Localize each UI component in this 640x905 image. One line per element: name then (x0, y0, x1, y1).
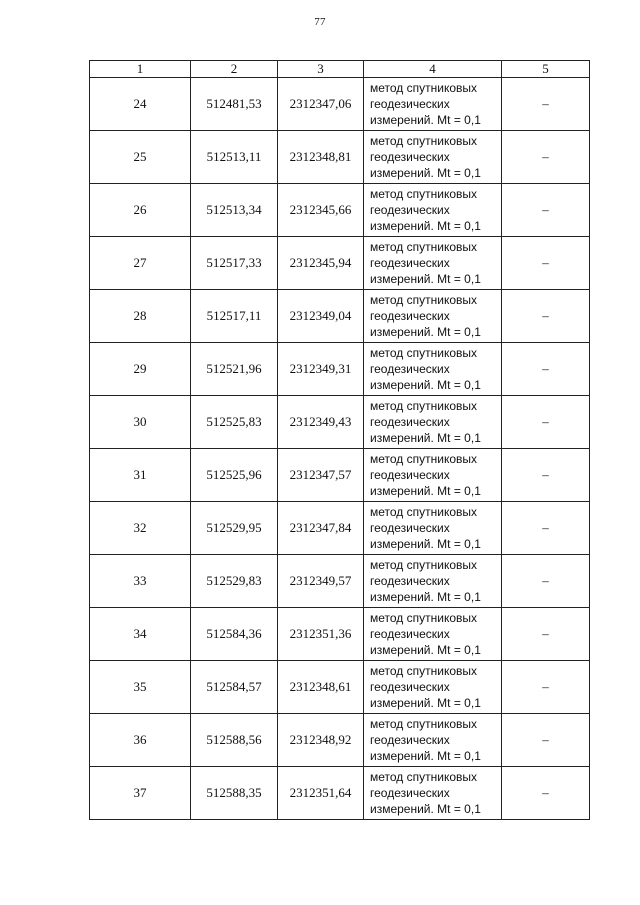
table-header (90, 61, 590, 78)
method-text-line: геодезических (370, 97, 450, 111)
method-text-line: измерений. Mt = 0,1 (370, 590, 481, 604)
method-text-line: геодезических (370, 256, 450, 270)
coordinates-table (89, 60, 590, 820)
method-text-line: метод спутниковых (370, 664, 478, 678)
method-text-line: измерений. Mt = 0,1 (370, 643, 481, 657)
header-col-2: 2 (191, 61, 278, 78)
method-text-line: измерений. Mt = 0,1 (370, 325, 481, 339)
note-cell: – (502, 343, 590, 396)
method-cell (364, 131, 502, 184)
method-text-line: метод спутниковых (370, 399, 478, 413)
method-text-line: измерений. Mt = 0,1 (370, 802, 481, 816)
x-coordinate-cell: 512588,56 (191, 714, 278, 767)
y-coordinate-cell: 2312348,61 (278, 661, 364, 714)
method-text-line: метод спутниковых (370, 558, 478, 572)
method-cell (364, 555, 502, 608)
method-cell (364, 449, 502, 502)
x-coordinate-cell: 512525,83 (191, 396, 278, 449)
header-col-4: 4 (364, 61, 502, 78)
method-text-line: геодезических (370, 415, 450, 429)
header-col-1: 1 (90, 61, 191, 78)
method-text-line: геодезических (370, 786, 450, 800)
method-text-line: измерений. Mt = 0,1 (370, 484, 481, 498)
x-coordinate-cell: 512481,53 (191, 78, 278, 131)
method-text-line: метод спутниковых (370, 717, 478, 731)
table-row (90, 290, 590, 343)
method-text-line: метод спутниковых (370, 505, 478, 519)
method-text-line: измерений. Mt = 0,1 (370, 431, 481, 445)
method-text-line: метод спутниковых (370, 240, 478, 254)
note-cell: – (502, 714, 590, 767)
method-text-line: геодезических (370, 627, 450, 641)
note-cell: – (502, 449, 590, 502)
note-cell: – (502, 290, 590, 343)
x-coordinate-cell: 512513,11 (191, 131, 278, 184)
y-coordinate-cell: 2312347,06 (278, 78, 364, 131)
x-coordinate-cell: 512521,96 (191, 343, 278, 396)
point-number-cell: 27 (90, 237, 191, 290)
x-coordinate-cell: 512529,83 (191, 555, 278, 608)
x-coordinate-cell: 512584,57 (191, 661, 278, 714)
method-text-line: метод спутниковых (370, 346, 478, 360)
table-row (90, 714, 590, 767)
note-cell: – (502, 396, 590, 449)
point-number-cell: 32 (90, 502, 191, 555)
method-text-line: геодезических (370, 521, 450, 535)
table-row (90, 396, 590, 449)
note-cell: – (502, 661, 590, 714)
x-coordinate-cell: 512588,35 (191, 767, 278, 820)
y-coordinate-cell: 2312351,36 (278, 608, 364, 661)
note-cell: – (502, 555, 590, 608)
x-coordinate-cell: 512517,33 (191, 237, 278, 290)
table-row (90, 449, 590, 502)
x-coordinate-cell: 512529,95 (191, 502, 278, 555)
method-cell (364, 343, 502, 396)
point-number-cell: 29 (90, 343, 191, 396)
x-coordinate-cell: 512525,96 (191, 449, 278, 502)
note-cell: – (502, 184, 590, 237)
table-row (90, 502, 590, 555)
method-text-line: геодезических (370, 203, 450, 217)
y-coordinate-cell: 2312349,04 (278, 290, 364, 343)
method-text-line: измерений. Mt = 0,1 (370, 696, 481, 710)
method-text-line: измерений. Mt = 0,1 (370, 219, 481, 233)
method-text-line: метод спутниковых (370, 293, 478, 307)
note-cell: – (502, 767, 590, 820)
method-text-line: измерений. Mt = 0,1 (370, 113, 481, 127)
note-cell: – (502, 237, 590, 290)
method-text-line: измерений. Mt = 0,1 (370, 537, 481, 551)
method-text-line: метод спутниковых (370, 134, 478, 148)
x-coordinate-cell: 512513,34 (191, 184, 278, 237)
point-number-cell: 30 (90, 396, 191, 449)
method-text-line: метод спутниковых (370, 81, 478, 95)
point-number-cell: 37 (90, 767, 191, 820)
y-coordinate-cell: 2312348,81 (278, 131, 364, 184)
method-cell (364, 502, 502, 555)
method-cell (364, 661, 502, 714)
table-body (90, 78, 590, 820)
table-row (90, 131, 590, 184)
method-cell (364, 184, 502, 237)
method-cell (364, 608, 502, 661)
method-text-line: измерений. Mt = 0,1 (370, 378, 481, 392)
page-number: 77 (314, 16, 326, 28)
x-coordinate-cell: 512517,11 (191, 290, 278, 343)
method-text-line: геодезических (370, 150, 450, 164)
point-number-cell: 28 (90, 290, 191, 343)
point-number-cell: 24 (90, 78, 191, 131)
header-col-3: 3 (278, 61, 364, 78)
note-cell: – (502, 131, 590, 184)
table-row (90, 608, 590, 661)
table-row (90, 237, 590, 290)
header-row (90, 61, 590, 78)
note-cell: – (502, 608, 590, 661)
y-coordinate-cell: 2312349,43 (278, 396, 364, 449)
table-row (90, 767, 590, 820)
method-cell (364, 290, 502, 343)
note-cell: – (502, 502, 590, 555)
method-text-line: геодезических (370, 680, 450, 694)
point-number-cell: 31 (90, 449, 191, 502)
point-number-cell: 33 (90, 555, 191, 608)
method-cell (364, 767, 502, 820)
method-text-line: измерений. Mt = 0,1 (370, 749, 481, 763)
point-number-cell: 36 (90, 714, 191, 767)
method-cell (364, 714, 502, 767)
point-number-cell: 26 (90, 184, 191, 237)
y-coordinate-cell: 2312345,66 (278, 184, 364, 237)
table-row (90, 661, 590, 714)
y-coordinate-cell: 2312347,84 (278, 502, 364, 555)
x-coordinate-cell: 512584,36 (191, 608, 278, 661)
header-col-5: 5 (502, 61, 590, 78)
method-text-line: метод спутниковых (370, 452, 478, 466)
y-coordinate-cell: 2312347,57 (278, 449, 364, 502)
method-text-line: геодезических (370, 362, 450, 376)
method-text-line: метод спутниковых (370, 611, 478, 625)
y-coordinate-cell: 2312349,31 (278, 343, 364, 396)
point-number-cell: 25 (90, 131, 191, 184)
y-coordinate-cell: 2312351,64 (278, 767, 364, 820)
point-number-cell: 35 (90, 661, 191, 714)
note-cell: – (502, 78, 590, 131)
y-coordinate-cell: 2312348,92 (278, 714, 364, 767)
method-text-line: измерений. Mt = 0,1 (370, 166, 481, 180)
method-text-line: геодезических (370, 309, 450, 323)
method-cell (364, 78, 502, 131)
method-text-line: геодезических (370, 733, 450, 747)
method-cell (364, 396, 502, 449)
table-row (90, 555, 590, 608)
table-row (90, 184, 590, 237)
method-text-line: метод спутниковых (370, 187, 478, 201)
method-text-line: метод спутниковых (370, 770, 478, 784)
point-number-cell: 34 (90, 608, 191, 661)
table-row (90, 78, 590, 131)
y-coordinate-cell: 2312349,57 (278, 555, 364, 608)
table-row (90, 343, 590, 396)
y-coordinate-cell: 2312345,94 (278, 237, 364, 290)
method-text-line: геодезических (370, 574, 450, 588)
method-text-line: измерений. Mt = 0,1 (370, 272, 481, 286)
method-text-line: геодезических (370, 468, 450, 482)
method-cell (364, 237, 502, 290)
